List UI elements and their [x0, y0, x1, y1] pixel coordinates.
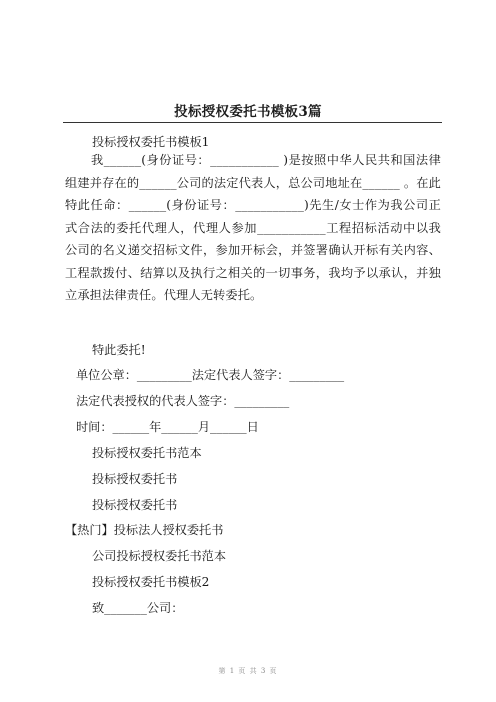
seal-signature-line: 单位公章：_________法定代表人签字：_________: [76, 368, 345, 382]
list-item-letter-2: 投标授权委托书: [92, 498, 178, 512]
authorized-signature-line: 法定代表授权的代表人签字：_________: [76, 394, 290, 408]
list-item-sample: 投标授权委托书范本: [92, 446, 202, 460]
list-item-letter: 投标授权委托书: [92, 472, 178, 486]
section-heading-template-1: 投标授权委托书模板1: [92, 135, 210, 149]
page-footer: 第 1 页 共 3 页: [218, 667, 278, 675]
addressee-line: 致_______公司：: [92, 601, 184, 615]
hot-topic-line: 【热门】投标法人授权委托书: [65, 523, 224, 537]
section-heading-template-2: 投标授权委托书模板2: [92, 575, 210, 589]
document-title: 投标授权委托书模板3篇: [174, 104, 322, 120]
body-paragraph: 我______(身份证号：___________ )是按照中华人民共和国法律组建并存在的______公司的法定代表人，总公司地址在______ 。在此特此任命：______(身份证号：___________)先生/女士作为我公司正式合法的委托代理人，代理人参加___________工程招标活动中以我公司的名义递交招标文件，参加开标会，并签署确认开标有关内容、工程款拨付、结算以及执行之相关的一切事务，我均予以承认，并独立承担法律责任。代理人无转委托。: [65, 153, 441, 302]
title-divider: [63, 122, 442, 123]
list-item-company-sample: 公司投标授权委托书范本: [92, 549, 227, 563]
special-entrust-text: 特此委托!: [92, 343, 146, 357]
date-line: 时间：______年______月______日: [76, 420, 259, 434]
